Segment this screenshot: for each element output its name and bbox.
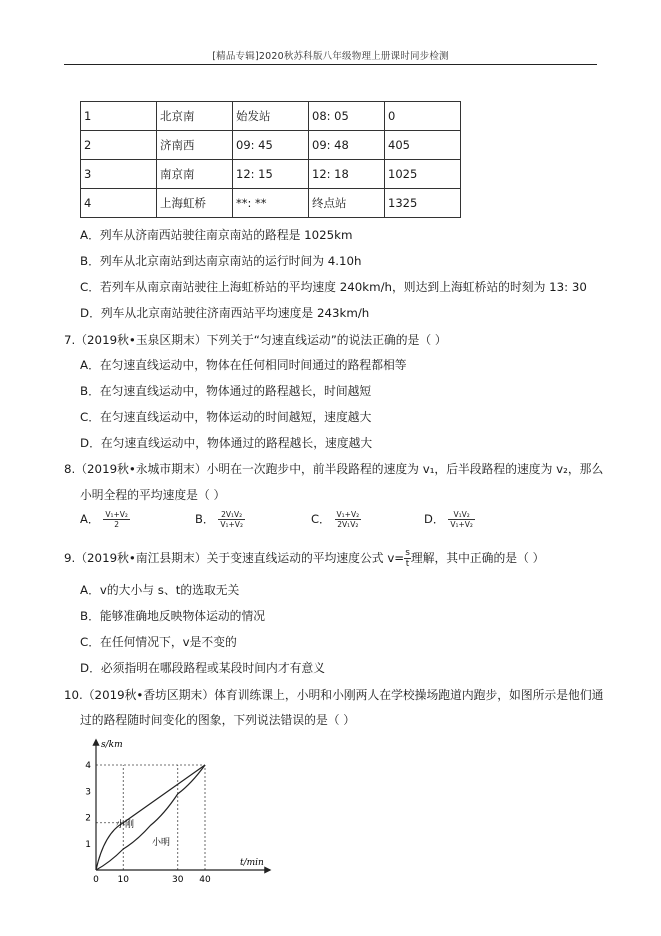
x-tick-label: 40	[199, 875, 211, 885]
fraction-denominator: V₁+V₂	[220, 520, 243, 529]
q9-option-c: C．在任何情况下，v是不变的	[80, 635, 237, 649]
table-row	[81, 102, 461, 131]
fraction-denominator: 2	[114, 520, 120, 529]
x-tick-label: 0	[93, 875, 99, 885]
q10-stem-line2: 过的路程随时间变化的图象，下列说法错误的是（ ）	[80, 713, 356, 727]
q9-option-a: A．v的大小与 s、t的选取无关	[80, 583, 240, 597]
table-row	[81, 160, 461, 189]
table-cell: 南京南	[157, 160, 233, 189]
q7-stem: 7.（2019秋•玉泉区期末）下列关于“匀速直线运动”的说法正确的是（ ）	[64, 333, 447, 347]
q8-option-a	[80, 510, 130, 529]
table-cell: 北京南	[157, 102, 233, 131]
fraction-numerator: s	[405, 548, 410, 558]
q9-stem-pre: 9.（2019秋•南江县期末）关于变速直线运动的平均速度公式 v=	[64, 551, 405, 565]
q9-option-b: B．能够准确地反映物体运动的情况	[80, 609, 266, 623]
q8-option-d-label: D．	[424, 512, 445, 526]
q8-option-a-fraction	[103, 510, 130, 529]
table-cell: 始发站	[233, 102, 309, 131]
fraction-denominator: t	[405, 559, 410, 569]
table-cell: **: **	[233, 189, 309, 218]
fraction-numerator: V₁+V₂	[336, 510, 360, 519]
header-rule	[64, 64, 597, 65]
q6-option-c: C．若列车从南京南站驶往上海虹桥站的平均速度 240km/h，则达到上海虹桥站的时刻为 13: 30	[80, 280, 587, 294]
x-tick-label: 10	[117, 875, 129, 885]
table-cell: 3	[81, 160, 157, 189]
train-schedule-table	[80, 101, 461, 218]
table-cell: 终点站	[309, 189, 385, 218]
q8-option-a-label: A．	[80, 512, 100, 526]
table-cell: 12: 15	[233, 160, 309, 189]
fraction-numerator: V₁+V₂	[105, 510, 128, 519]
q8-option-c	[311, 510, 361, 529]
table-cell: 1025	[385, 160, 461, 189]
table-cell: 0	[385, 102, 461, 131]
q8-option-b-label: B．	[195, 512, 215, 526]
table-cell: 09: 48	[309, 131, 385, 160]
q7-option-a: A．在匀速直线运动中，物体在任何相同时间通过的路程都相等	[80, 358, 407, 372]
q8-option-b	[195, 510, 245, 529]
table-cell: 1325	[385, 189, 461, 218]
table-cell: 405	[385, 131, 461, 160]
table-cell: 4	[81, 189, 157, 218]
q8-option-b-fraction	[218, 510, 245, 529]
y-tick-label: 4	[85, 761, 91, 771]
fraction-numerator: V₁V₂	[448, 510, 475, 520]
q8-option-c-fraction	[335, 510, 362, 529]
table-cell: 12: 18	[309, 160, 385, 189]
table-cell: 2	[81, 131, 157, 160]
q9-option-d: D．必须指明在哪段路程或某段时间内才有意义	[80, 661, 326, 675]
page-header: [精品专辑]2020秋苏科版八年级物理上册课时同步检测	[212, 51, 449, 62]
q8-option-c-label: C．	[311, 512, 331, 526]
series-layer	[96, 765, 205, 870]
q9-formula-fraction	[404, 548, 411, 569]
table-cell: 09: 45	[233, 131, 309, 160]
y-tick-label: 3	[85, 787, 91, 798]
q8-option-d-fraction	[448, 510, 475, 529]
y-axis-label: s/km	[101, 740, 123, 750]
table-cell: 1	[81, 102, 157, 131]
series-label-xiaogang: 小刚	[116, 820, 135, 830]
q6-option-a: A．列车从济南西站驶往南京南站的路程是 1025km	[80, 228, 353, 242]
guide-lines	[96, 765, 205, 870]
fraction-numerator: 2V₁V₂	[218, 510, 245, 520]
q6-option-d: D．列车从北京南站驶往济南西站平均速度是 243km/h	[80, 306, 370, 320]
x-axis-label: t/min	[240, 858, 264, 868]
q7-option-b: B．在匀速直线运动中，物体通过的路程越长，时间越短	[80, 384, 372, 398]
table-cell: 上海虹桥	[157, 189, 233, 218]
y-tick-label: 2	[85, 813, 91, 824]
series-line-0	[96, 765, 205, 870]
q8-stem-line2: 小明全程的平均速度是（ ）	[80, 488, 226, 502]
q10-stem-line1: 10.（2019秋•香坊区期末）体育训练课上，小明和小刚两人在学校操场跑道内跑步，如图所示是他们通	[64, 688, 604, 702]
q7-option-c: C．在匀速直线运动中，物体运动的时间越短，速度越大	[80, 410, 372, 424]
q7-option-d: D．在匀速直线运动中，物体通过的路程越长，速度越大	[80, 436, 373, 450]
fraction-denominator: 2V₁V₂	[337, 520, 359, 529]
fraction-denominator: V₁+V₂	[450, 520, 473, 529]
x-tick-label: 30	[172, 875, 184, 885]
series-line-1	[96, 765, 205, 870]
q8-stem-line1: 8.（2019秋•永城市期末）小明在一次跑步中，前半段路程的速度为 v₁，后半段路程的速度为 v₂，那么	[64, 462, 604, 476]
q9-stem	[64, 548, 544, 569]
q8-option-d	[424, 510, 475, 529]
table-row	[81, 189, 461, 218]
table-cell: 济南西	[157, 131, 233, 160]
table-row	[81, 131, 461, 160]
distance-time-graph	[80, 735, 280, 885]
q9-stem-post: 理解，其中正确的是（ ）	[410, 551, 545, 565]
y-tick-label: 1	[85, 839, 91, 850]
table-cell: 08: 05	[309, 102, 385, 131]
series-label-xiaoming: 小明	[152, 838, 171, 848]
q6-option-b: B．列车从北京南站到达南京南站的运行时间为 4.10h	[80, 254, 362, 268]
